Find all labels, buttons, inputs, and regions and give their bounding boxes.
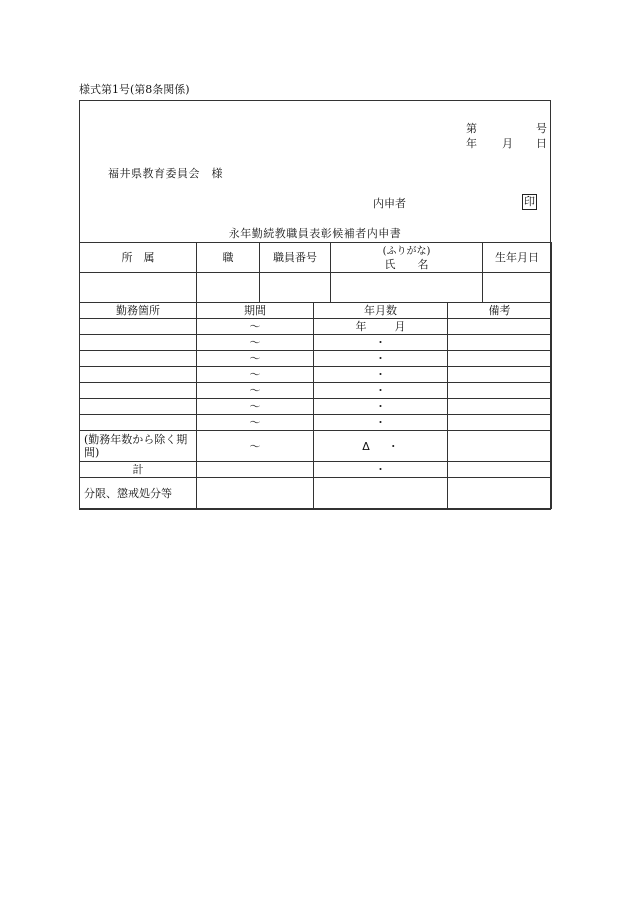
date-day: 日: [536, 137, 547, 150]
birth-date-header: 生年月日: [483, 243, 552, 273]
remarks-cell[interactable]: [448, 431, 552, 462]
service-table: [79, 302, 552, 509]
period-header: 期間: [197, 303, 314, 319]
years-months-cell[interactable]: ・: [314, 351, 448, 367]
years-months-cell[interactable]: ・: [314, 462, 448, 478]
document-date: [466, 135, 546, 149]
discipline-label: 分限、懲戒処分等: [80, 478, 197, 509]
years-months-cell[interactable]: ・: [314, 399, 448, 415]
remarks-cell[interactable]: [448, 319, 552, 335]
years-months-header: 年月数: [314, 303, 448, 319]
remarks-cell[interactable]: [448, 367, 552, 383]
remarks-cell[interactable]: [448, 383, 552, 399]
workplace-cell[interactable]: [80, 335, 197, 351]
years-months-cell[interactable]: ・: [314, 415, 448, 431]
remarks-cell[interactable]: [448, 462, 552, 478]
person-header-row: [80, 243, 552, 273]
table-row: [80, 399, 552, 415]
remarks-cell[interactable]: [448, 415, 552, 431]
table-row: [80, 383, 552, 399]
name-label: 氏 名: [384, 257, 429, 271]
excluded-period-label: (勤務年数から除く期間): [80, 431, 197, 462]
seal-mark: 印: [524, 195, 535, 208]
applicant-label: 内申者: [373, 197, 406, 210]
workplace-header: 勤務箇所: [80, 303, 197, 319]
workplace-cell[interactable]: [80, 399, 197, 415]
table-row: [80, 367, 552, 383]
date-month: 月: [502, 137, 513, 150]
year-unit: 年: [355, 320, 367, 333]
period-cell[interactable]: 〜: [197, 319, 314, 335]
period-cell[interactable]: 〜: [197, 367, 314, 383]
number-prefix: 第: [466, 122, 477, 135]
total-row: [80, 462, 552, 478]
workplace-cell[interactable]: [80, 319, 197, 335]
remarks-header: 備考: [448, 303, 552, 319]
service-header-row: [80, 303, 552, 319]
period-cell[interactable]: [197, 462, 314, 478]
affiliation-cell[interactable]: [80, 273, 197, 303]
form-label: 様式第1号(第8条関係): [79, 83, 190, 96]
years-months-cell[interactable]: [314, 478, 448, 509]
position-cell[interactable]: [197, 273, 260, 303]
staff-number-header: 職員番号: [260, 243, 331, 273]
document-number: [466, 120, 546, 134]
table-row: [80, 319, 552, 335]
excluded-period-row: [80, 431, 552, 462]
period-cell[interactable]: 〜: [197, 431, 314, 462]
date-year: 年: [466, 137, 477, 150]
name-header: [331, 243, 483, 273]
workplace-cell[interactable]: [80, 383, 197, 399]
person-entry-row: [80, 273, 552, 303]
position-header: 職: [197, 243, 260, 273]
remarks-cell[interactable]: [448, 351, 552, 367]
application-form: [79, 100, 551, 510]
table-row: [80, 351, 552, 367]
workplace-cell[interactable]: [80, 415, 197, 431]
dot-mark: ・: [387, 439, 399, 453]
discipline-row: [80, 478, 552, 509]
addressee: 福井県教育委員会 様: [108, 167, 223, 180]
years-months-cell[interactable]: ・: [314, 367, 448, 383]
workplace-cell[interactable]: [80, 367, 197, 383]
total-label: 計: [80, 462, 197, 478]
affiliation-header: 所 属: [80, 243, 197, 273]
workplace-cell[interactable]: [80, 351, 197, 367]
years-months-cell[interactable]: ・: [314, 383, 448, 399]
birth-date-cell[interactable]: [483, 273, 552, 303]
years-months-cell[interactable]: [314, 431, 448, 462]
years-months-cell[interactable]: [314, 319, 448, 335]
remarks-cell[interactable]: [448, 335, 552, 351]
table-row: [80, 335, 552, 351]
period-cell[interactable]: [197, 478, 314, 509]
period-cell[interactable]: 〜: [197, 415, 314, 431]
staff-number-cell[interactable]: [260, 273, 331, 303]
period-cell[interactable]: 〜: [197, 383, 314, 399]
furigana-label: (ふりがな): [382, 245, 431, 257]
remarks-cell[interactable]: [448, 478, 552, 509]
person-table: [79, 242, 552, 303]
table-row: [80, 415, 552, 431]
document-title: 永年勤続教職員表彰候補者内申書: [228, 227, 402, 240]
remarks-cell[interactable]: [448, 399, 552, 415]
delta-mark: Δ: [362, 439, 370, 453]
period-cell[interactable]: 〜: [197, 351, 314, 367]
period-cell[interactable]: 〜: [197, 335, 314, 351]
number-suffix: 号: [536, 122, 547, 135]
name-cell[interactable]: [331, 273, 483, 303]
years-months-cell[interactable]: ・: [314, 335, 448, 351]
month-unit: 月: [394, 320, 406, 333]
period-cell[interactable]: 〜: [197, 399, 314, 415]
